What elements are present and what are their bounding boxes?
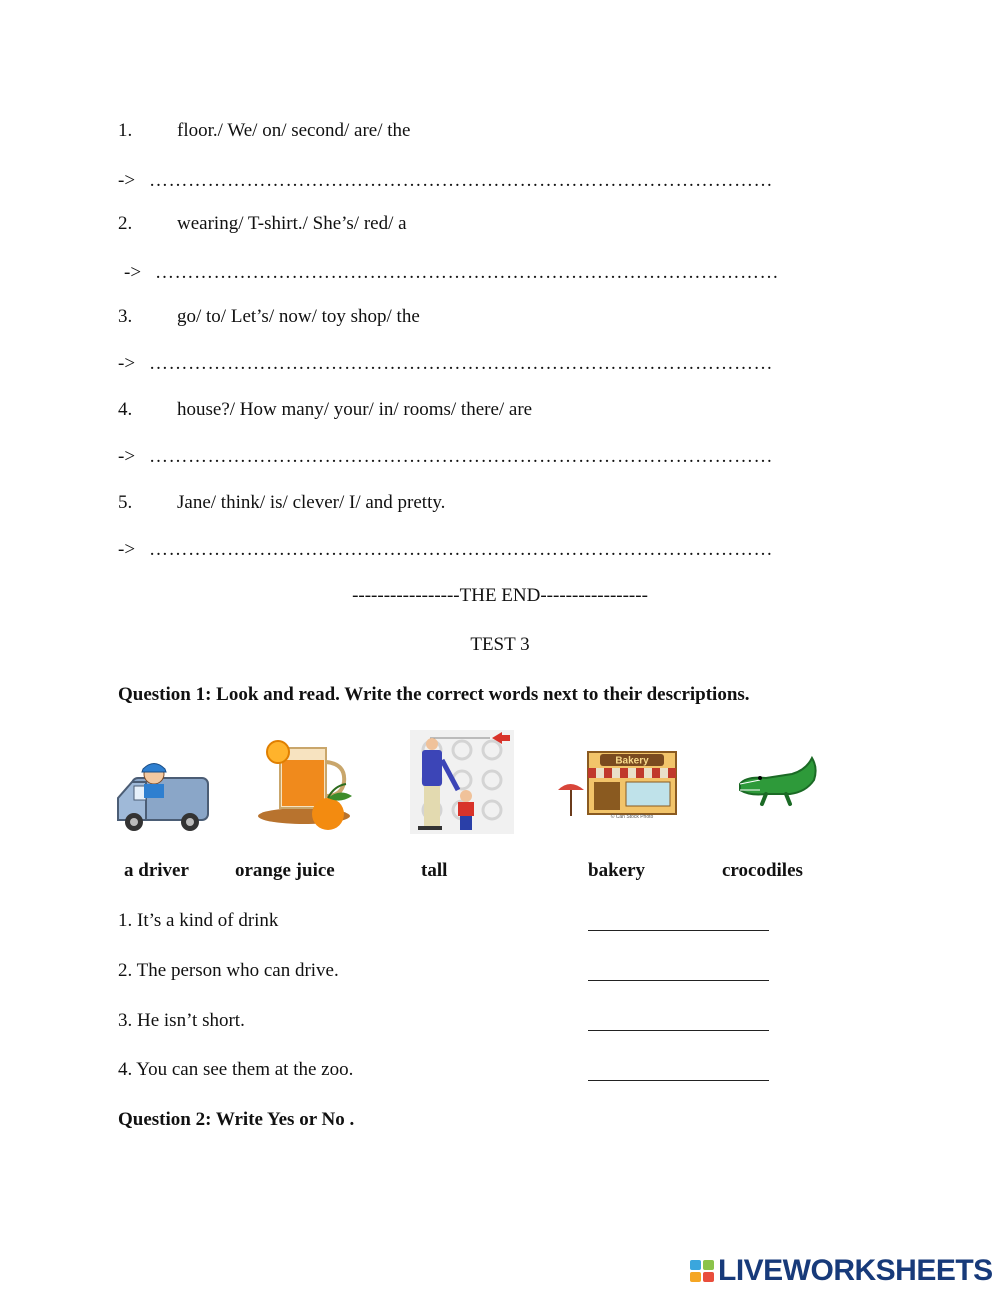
arrow: -> (118, 446, 136, 467)
test-title: TEST 3 (470, 634, 530, 655)
scrambled-words: floor./ We/ on/ second/ are/ the (177, 120, 411, 141)
description: 3. He isn’t short. (118, 1010, 245, 1031)
dotted-line: …………………………………………………………………………………… (149, 353, 774, 374)
scrambled-words: Jane/ think/ is/ clever/ I/ and pretty. (177, 492, 446, 513)
arrow: -> (118, 353, 136, 374)
orange-juice-icon (254, 738, 366, 834)
answer-blank[interactable] (588, 930, 769, 931)
arrow: -> (118, 539, 136, 560)
answer-line[interactable] (118, 539, 773, 561)
crocodile-icon (736, 750, 820, 810)
word-bank-item: orange juice (235, 860, 335, 881)
arrow: -> (124, 262, 142, 283)
item-number: 3. (118, 306, 133, 327)
question-2-title: Question 2: Write Yes or No . (118, 1109, 355, 1130)
word-bank-item: crocodiles (722, 860, 803, 881)
bakery-icon (556, 750, 680, 820)
item-number: 1. (118, 120, 133, 141)
the-end-divider: -----------------THE END----------------- (352, 585, 648, 606)
dotted-line: …………………………………………………………………………………… (155, 262, 780, 283)
answer-line[interactable] (118, 353, 773, 375)
answer-line[interactable] (118, 170, 773, 192)
answer-blank[interactable] (588, 1080, 769, 1081)
image-caption: © Can Stock Photo (610, 814, 654, 820)
item-number: 2. (118, 213, 133, 234)
bakery-sign-text: Bakery (615, 755, 649, 767)
answer-blank[interactable] (588, 1030, 769, 1031)
answer-blank[interactable] (588, 980, 769, 981)
arrow: -> (118, 170, 136, 191)
item-number: 4. (118, 399, 133, 420)
item-number: 5. (118, 492, 133, 513)
tall-man-icon (410, 730, 514, 834)
liveworksheets-logo (690, 1254, 993, 1288)
question-1-title: Question 1: Look and read. Write the correct words next to their descriptions. (118, 684, 750, 705)
dotted-line: …………………………………………………………………………………… (149, 446, 774, 467)
truck-driver-icon (114, 760, 210, 834)
scrambled-words: house?/ How many/ your/ in/ rooms/ there/ are (177, 399, 533, 420)
scrambled-words: wearing/ T-shirt./ She’s/ red/ a (177, 213, 407, 234)
dotted-line: …………………………………………………………………………………… (149, 539, 774, 560)
scrambled-words: go/ to/ Let’s/ now/ toy shop/ the (177, 306, 420, 327)
word-bank-item: a driver (124, 860, 189, 881)
answer-line[interactable] (118, 446, 773, 468)
answer-line[interactable] (124, 262, 779, 284)
word-bank-item: bakery (588, 860, 645, 881)
logo-blocks-icon (690, 1260, 714, 1282)
dotted-line: …………………………………………………………………………………… (149, 170, 774, 191)
description: 2. The person who can drive. (118, 960, 339, 981)
description: 4. You can see them at the zoo. (118, 1059, 354, 1080)
brand-name: LIVEWORKSHEETS (718, 1254, 993, 1287)
word-bank-item: tall (421, 860, 448, 881)
description: 1. It’s a kind of drink (118, 910, 279, 931)
